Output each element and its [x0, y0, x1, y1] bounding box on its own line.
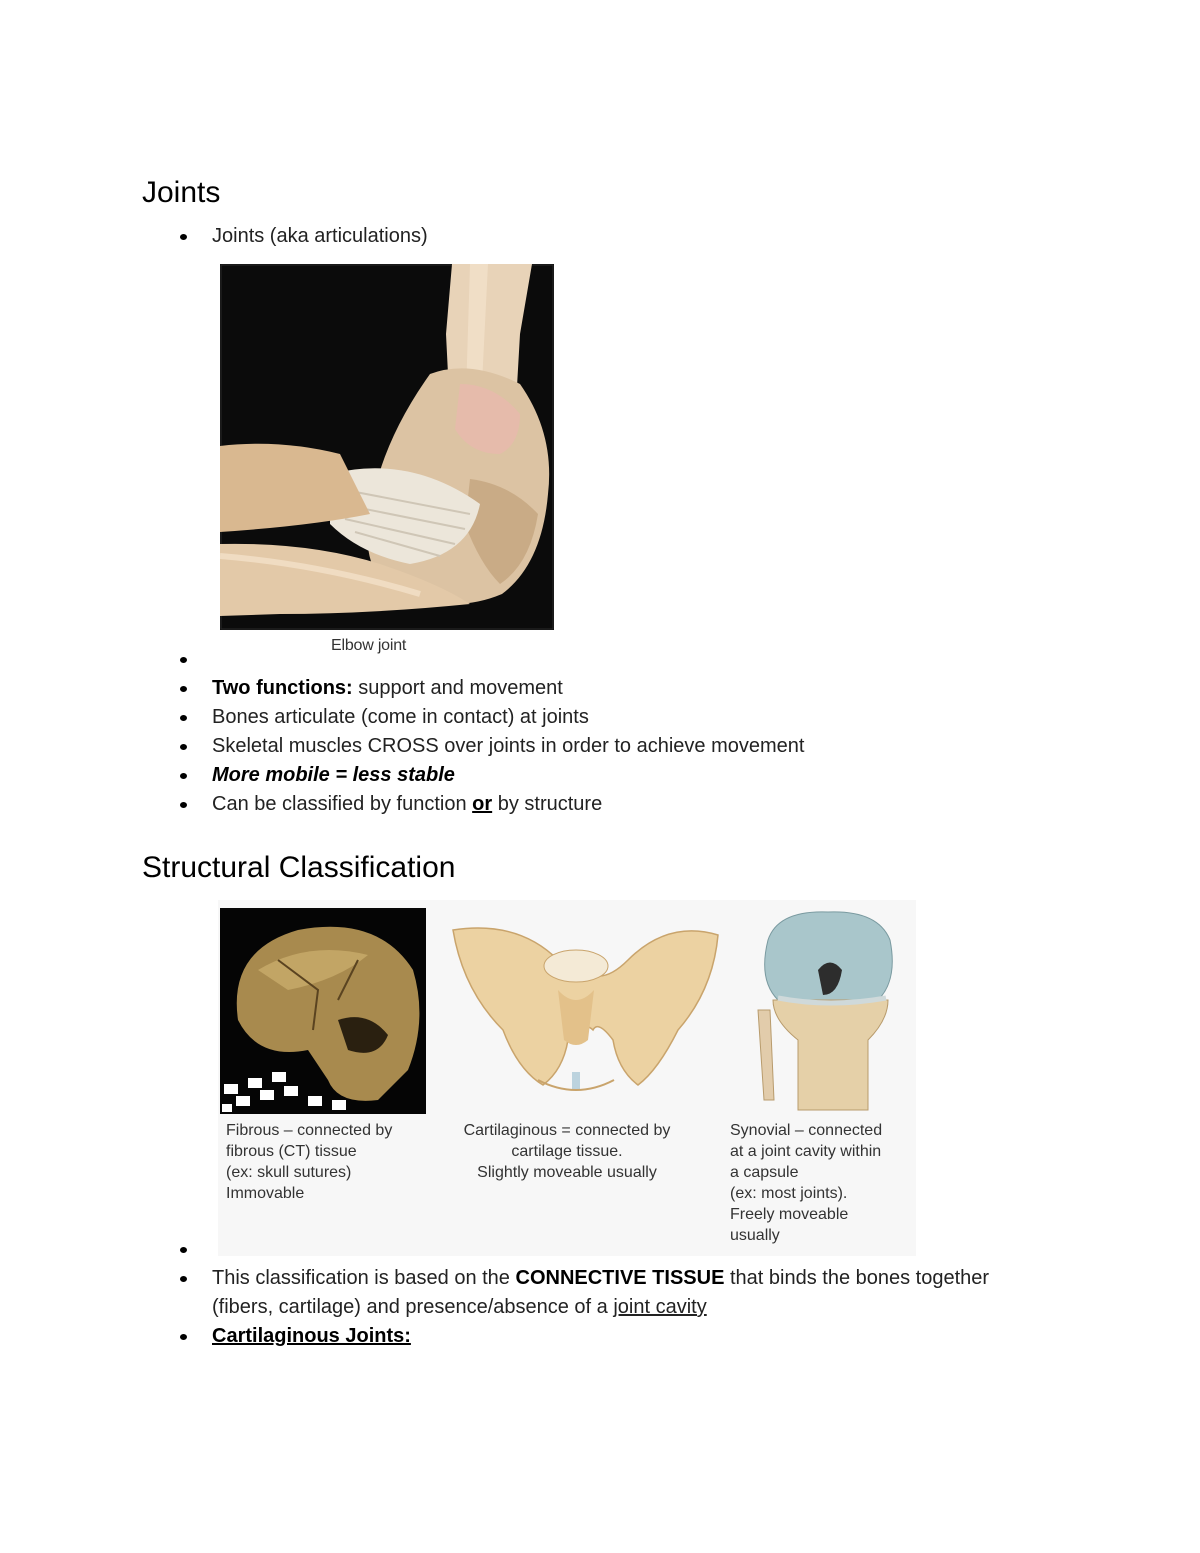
classified-text-pre: Can be classified by function — [212, 793, 473, 815]
bullet-empty-1 — [142, 645, 1102, 674]
caption-fibrous-line: (ex: skull sutures) — [226, 1164, 352, 1181]
mobile-stable-text: More mobile = less stable — [212, 764, 455, 786]
basis-text-pre: This classification is based on the — [212, 1267, 516, 1289]
elbow-illustration — [220, 264, 554, 630]
caption-cartilaginous-line: Slightly moveable usually — [477, 1164, 657, 1181]
caption-cartilaginous — [442, 1120, 692, 1183]
two-functions-text: support and movement — [352, 677, 563, 699]
section-heading-joints: Joints — [142, 176, 221, 209]
bullet-intro: Joints (aka articulations) — [142, 222, 1042, 251]
elbow-caption: Elbow joint — [331, 637, 407, 654]
caption-cartilaginous-line: Cartilaginous = connected by — [463, 1122, 671, 1139]
section-heading-structural: Structural Classification — [142, 851, 456, 884]
two-functions-label: Two functions: — [212, 677, 353, 699]
caption-synovial-line: Synovial – connected — [730, 1122, 883, 1139]
bullet-muscles-cross: Skeletal muscles CROSS over joints in order to achieve movement — [142, 732, 1102, 761]
bullet-two-functions — [142, 674, 1102, 703]
caption-synovial-line: (ex: most joints). — [730, 1185, 848, 1202]
caption-fibrous-line: fibrous (CT) tissue — [226, 1143, 357, 1160]
caption-synovial-line: usually — [730, 1227, 780, 1244]
bullet-mobile-stable — [142, 761, 1102, 790]
caption-cartilaginous-line: cartilage tissue. — [511, 1143, 623, 1160]
caption-fibrous-line: Immovable — [226, 1185, 305, 1202]
cartilaginous-joints-heading: Cartilaginous Joints: — [212, 1325, 411, 1347]
structural-bullet-list — [142, 1235, 1102, 1351]
classified-text-post: by structure — [492, 793, 603, 815]
bullet-classification-basis — [142, 1264, 1102, 1322]
basis-line2-text: (fibers, cartilage) and presence/absence of a — [212, 1296, 614, 1318]
structural-classification-figure — [218, 900, 916, 1256]
connective-tissue-bold: CONNECTIVE TISSUE — [515, 1267, 725, 1289]
caption-synovial — [730, 1120, 882, 1246]
joint-cavity-underlined: joint cavity — [613, 1296, 707, 1318]
caption-fibrous-line: Fibrous – connected by — [226, 1122, 393, 1139]
bullet-cartilaginous-joints — [142, 1322, 1102, 1351]
basis-text-post: that binds the bones together — [724, 1267, 990, 1289]
bullet-empty-2 — [142, 1235, 1102, 1264]
classified-or: or — [472, 793, 493, 815]
caption-synovial-line: at a joint cavity within — [730, 1143, 882, 1160]
caption-synovial-line: Freely moveable — [730, 1206, 849, 1223]
bullet-classified — [142, 790, 1102, 819]
caption-synovial-line: a capsule — [730, 1164, 799, 1181]
elbow-joint-image — [220, 264, 554, 630]
caption-fibrous — [226, 1120, 392, 1204]
bullet-articulate: Bones articulate (come in contact) at joints — [142, 703, 1102, 732]
joints-bullet-list — [142, 645, 1102, 819]
intro-list — [142, 222, 1042, 251]
